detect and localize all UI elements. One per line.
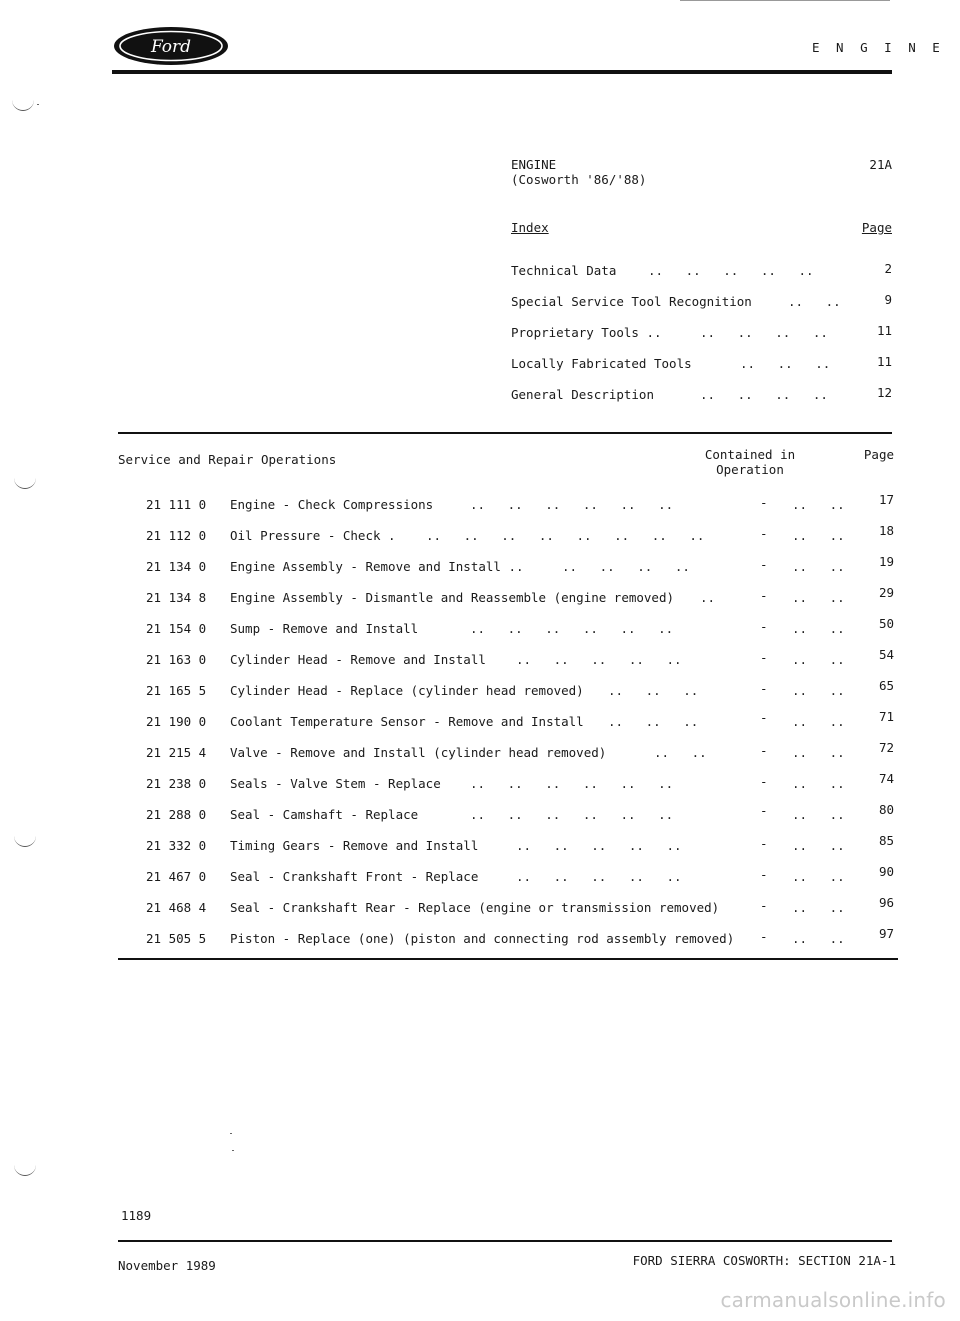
operation-page: 17: [878, 492, 894, 507]
operation-code: 21 288 0: [146, 807, 207, 822]
operation-description: Seal - Camshaft - Replace: [230, 807, 419, 822]
operation-contained: -: [760, 557, 768, 572]
section-title: E N G I N E: [812, 40, 945, 55]
operation-dots: .. ..: [654, 745, 707, 760]
operation-contained: -: [760, 929, 768, 944]
ford-logo-icon: [112, 25, 230, 67]
operation-code: 21 134 0: [146, 559, 207, 574]
index-item: Locally Fabricated Tools: [511, 356, 692, 371]
operation-code: 21 190 0: [146, 714, 207, 729]
operation-contained: -: [760, 495, 768, 510]
scan-speck: [232, 1150, 234, 1151]
operation-dots: .. .. .. .. .. ..: [470, 497, 674, 512]
index-item-page: 2: [884, 261, 892, 276]
operation-description: Seals - Valve Stem - Replace: [230, 776, 441, 791]
operation-tail-dots: .. ..: [792, 652, 845, 667]
scan-mark: [12, 100, 34, 111]
operation-code: 21 165 5: [146, 683, 207, 698]
operation-heading: Operation: [716, 462, 784, 477]
operation-dots: ..: [700, 590, 716, 605]
operation-dots: .. .. .. .. ..: [516, 838, 682, 853]
header-rule: [112, 70, 892, 74]
operation-description: Engine - Check Compressions: [230, 497, 434, 512]
scan-mark: [14, 478, 36, 489]
footer-rule: [118, 1240, 892, 1242]
operation-code: 21 111 0: [146, 497, 207, 512]
operation-dots: .. .. .. .. .. ..: [470, 621, 674, 636]
operation-dots: .. .. .. ..: [562, 559, 690, 574]
index-page-heading: Page: [861, 220, 892, 235]
operation-tail-dots: .. ..: [792, 838, 845, 853]
operation-dots: .. .. .. .. .. ..: [470, 807, 674, 822]
operation-contained: -: [760, 867, 768, 882]
operation-tail-dots: .. ..: [792, 714, 845, 729]
operation-description: Timing Gears - Remove and Install: [230, 838, 479, 853]
index-item-dots: .. .. .. ..: [700, 325, 828, 340]
operation-page: 71: [878, 709, 894, 724]
operation-page: 72: [878, 740, 894, 755]
operation-tail-dots: .. ..: [792, 621, 845, 636]
index-divider: [118, 432, 892, 434]
operation-description: Seal - Crankshaft Rear - Replace (engine or transmission removed): [230, 900, 720, 915]
operation-code: 21 163 0: [146, 652, 207, 667]
operation-page: 54: [878, 647, 894, 662]
operation-code: 21 215 4: [146, 745, 207, 760]
operation-page: 50: [878, 616, 894, 631]
operation-contained: -: [760, 588, 768, 603]
scan-speck: [230, 1133, 232, 1134]
operation-page: 97: [878, 926, 894, 941]
operation-contained: -: [760, 526, 768, 541]
operation-page: 96: [878, 895, 894, 910]
svg-text:Ford: Ford: [150, 37, 192, 57]
index-item-dots: .. ..: [788, 294, 841, 309]
operation-code: 21 134 8: [146, 590, 207, 605]
operation-description: Oil Pressure - Check .: [230, 528, 396, 543]
operation-page: 85: [878, 833, 894, 848]
operation-description: Engine Assembly - Dismantle and Reassemble (engine removed): [230, 590, 675, 605]
operation-code: 21 112 0: [146, 528, 207, 543]
top-edge-line: [680, 0, 890, 1]
operation-contained: -: [760, 898, 768, 913]
index-item-page: 11: [876, 323, 892, 338]
operation-tail-dots: .. ..: [792, 807, 845, 822]
operation-tail-dots: .. ..: [792, 869, 845, 884]
operation-tail-dots: .. ..: [792, 776, 845, 791]
operation-page: 19: [878, 554, 894, 569]
operation-page: 74: [878, 771, 894, 786]
scan-mark: [14, 836, 36, 847]
operation-dots: .. .. .. .. .. .. .. ..: [426, 528, 705, 543]
operation-tail-dots: .. ..: [792, 745, 845, 760]
operation-tail-dots: .. ..: [792, 931, 845, 946]
operation-description: Cylinder Head - Replace (cylinder head removed): [230, 683, 584, 698]
operation-contained: -: [760, 774, 768, 789]
operation-contained: -: [760, 836, 768, 851]
operation-tail-dots: .. ..: [792, 590, 845, 605]
operation-page: 90: [878, 864, 894, 879]
operation-code: 21 468 4: [146, 900, 207, 915]
section-code: 21A: [869, 157, 892, 172]
operation-description: Valve - Remove and Install (cylinder head removed): [230, 745, 607, 760]
operation-description: Seal - Crankshaft Front - Replace: [230, 869, 479, 884]
scan-speck: [37, 104, 39, 105]
operation-description: Coolant Temperature Sensor - Remove and Install: [230, 714, 584, 729]
operation-tail-dots: .. ..: [792, 528, 845, 543]
watermark: carmanualsonline.info: [720, 1288, 946, 1312]
operation-tail-dots: .. ..: [792, 683, 845, 698]
contained-in-heading: Contained in: [704, 447, 796, 462]
index-item: General Description: [511, 387, 654, 402]
operation-description: Piston - Replace (one) (piston and connecting rod assembly removed): [230, 931, 735, 946]
operation-dots: .. .. .. .. ..: [516, 652, 682, 667]
scan-mark: [14, 1165, 36, 1176]
index-item-page: 9: [884, 292, 892, 307]
operation-contained: -: [760, 619, 768, 634]
operation-code: 21 154 0: [146, 621, 207, 636]
index-item-dots: .. .. ..: [740, 356, 831, 371]
operation-code: 21 238 0: [146, 776, 207, 791]
index-heading: Index: [511, 220, 549, 235]
index-item: Special Service Tool Recognition: [511, 294, 752, 309]
index-item: Proprietary Tools ..: [511, 325, 662, 340]
document-title: ENGINE: [511, 157, 557, 172]
operation-dots: .. .. ..: [608, 683, 699, 698]
document-subtitle: (Cosworth '86/'88): [511, 172, 647, 187]
operation-dots: .. .. .. .. .. ..: [470, 776, 674, 791]
operation-description: Sump - Remove and Install: [230, 621, 419, 636]
index-item-dots: .. .. .. ..: [700, 387, 828, 402]
operation-description: Cylinder Head - Remove and Install: [230, 652, 486, 667]
operation-code: 21 467 0: [146, 869, 207, 884]
index-item-dots: .. .. .. .. ..: [648, 263, 814, 278]
operation-description: Engine Assembly - Remove and Install ..: [230, 559, 524, 574]
operation-contained: -: [760, 803, 768, 818]
operation-tail-dots: .. ..: [792, 559, 845, 574]
operation-page: 29: [878, 585, 894, 600]
operation-contained: -: [760, 681, 768, 696]
footer-section-ref: FORD SIERRA COSWORTH: SECTION 21A-1: [632, 1253, 896, 1268]
index-item-page: 11: [876, 354, 892, 369]
operation-dots: .. .. ..: [608, 714, 699, 729]
operation-tail-dots: .. ..: [792, 900, 845, 915]
operation-dots: .. .. .. .. ..: [516, 869, 682, 884]
operation-code: 21 332 0: [146, 838, 207, 853]
operation-contained: -: [760, 710, 768, 725]
operation-page: 18: [878, 523, 894, 538]
footer-date: November 1989: [118, 1258, 216, 1273]
operation-page: 80: [878, 802, 894, 817]
index-item: Technical Data: [511, 263, 617, 278]
operations-page-heading: Page: [863, 447, 894, 462]
page-number-stamp: 1189: [121, 1208, 152, 1223]
operation-contained: -: [760, 743, 768, 758]
operation-tail-dots: .. ..: [792, 497, 845, 512]
operation-code: 21 505 5: [146, 931, 207, 946]
operations-divider: [118, 958, 898, 960]
operation-contained: -: [760, 650, 768, 665]
index-item-page: 12: [876, 385, 892, 400]
operations-heading: Service and Repair Operations: [118, 452, 337, 467]
operation-page: 65: [878, 678, 894, 693]
